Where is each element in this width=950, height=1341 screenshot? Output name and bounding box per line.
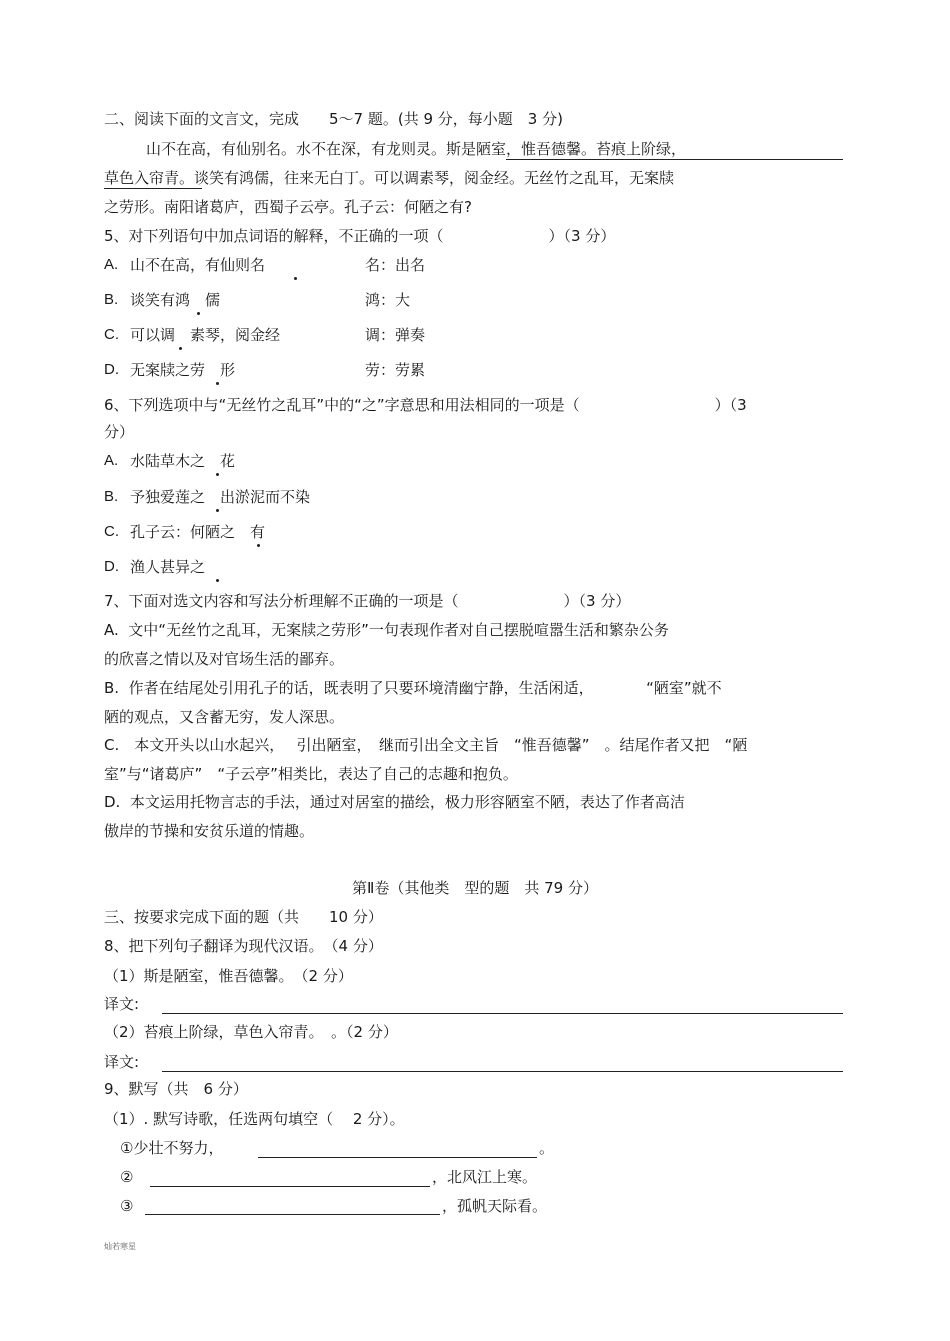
q8-sentence-1: （1）斯是陋室，惟吾德馨。 （2 分）	[104, 967, 353, 985]
fill-blank-1[interactable]	[258, 1157, 537, 1158]
q7-line-4: 陋的观点，又含蓄无穷，发人深思。	[104, 708, 345, 726]
q8-answer-label-2: 译文:	[104, 1053, 140, 1071]
q6-option-c-text: 孔子云：何陋之 有	[130, 523, 266, 541]
q5-option-d-explain: 劳：劳累	[365, 361, 426, 379]
emphasis-dot	[216, 579, 219, 582]
q9-item-3-suffix: ，孤帆天际看。	[442, 1197, 548, 1215]
q5-option-c-text: 可以调 素琴，阅金经	[130, 326, 281, 344]
emphasis-dot	[294, 277, 297, 280]
emphasis-dot	[257, 544, 260, 547]
answer-line-1[interactable]	[162, 1013, 843, 1014]
q8-sentence-2: （2）苔痕上阶绿，草色入帘青。 。（2 分）	[104, 1023, 398, 1041]
q7-line-8: 傲岸的节操和安贫乐道的情趣。	[104, 822, 315, 840]
q9-item-3-prefix: ③	[120, 1197, 134, 1215]
q9-stem: 9、默写（共 6 分）	[104, 1080, 248, 1098]
q6-option-b-text: 予独爱莲之 出淤泥而不染	[130, 488, 311, 506]
part2-title: 第Ⅱ卷（其他类 型的题 共 79 分）	[351, 879, 598, 897]
q6-option-d-label: D.	[104, 558, 119, 575]
q7-line-6: 室”与“诸葛庐” “子云亭”相类比，表达了自己的志趣和抱负。	[104, 765, 518, 783]
emphasis-dot	[216, 509, 219, 512]
q6-option-a-text: 水陆草木之 花	[130, 452, 236, 470]
q5-option-b-explain: 鸿：大	[365, 291, 411, 309]
q7-line-3: B. 作者在结尾处引用孔子的话，既表明了只要环境清幽宁静，生活闲适， “陋室”就不	[104, 679, 722, 697]
q9-item-2-prefix: ②	[120, 1168, 134, 1186]
q5-option-b-text: 谈笑有鸿 儒	[130, 291, 221, 309]
q7-line-1: A. 文中“无丝竹之乱耳，无案牍之劳形”一句表现作者对自己摆脱喧嚣生活和繁杂公务	[104, 621, 669, 639]
q5-option-a-text: 山不在高，有仙则名	[130, 256, 266, 274]
emphasis-dot	[179, 347, 182, 350]
q5-option-c-explain: 调：弹奏	[365, 326, 426, 344]
q9-sub1: （1）. 默写诗歌，任选两句填空（ 2 分）。	[104, 1110, 405, 1128]
passage-line-3: 之劳形。南阳诸葛庐，西蜀子云亭。孔子云：何陋之有?	[104, 198, 472, 216]
q5-stem: 5、对下列语句中加点词语的解释，不正确的一项（ ）（3 分）	[104, 227, 616, 245]
emphasis-dot	[197, 312, 200, 315]
q6-option-b-label: B.	[104, 488, 119, 505]
q5-option-d-text: 无案牍之劳 形	[130, 361, 236, 379]
section2-heading: 二、阅读下面的文言文，完成 5～7 题。(共 9 分，每小题 3 分)	[104, 110, 563, 128]
q8-answer-label-1: 译文:	[104, 995, 140, 1013]
q9-item-2-suffix: ，北风江上寒。	[432, 1168, 538, 1186]
passage-line-2: 草色入帘青。谈笑有鸿儒，往来无白丁。可以调素琴，阅金经。无丝竹之乱耳，无案牍	[104, 169, 675, 187]
answer-line-2[interactable]	[162, 1071, 843, 1072]
q5-option-a-label: A.	[104, 256, 119, 273]
section3-heading: 三、按要求完成下面的题（共 10 分）	[104, 908, 383, 926]
footer-text: 灿若寒星	[104, 1242, 136, 1251]
fill-blank-2[interactable]	[150, 1186, 430, 1187]
q5-option-b-label: B.	[104, 291, 119, 308]
q9-item-1-suffix: 。	[539, 1139, 555, 1157]
q6-option-d-text: 渔人甚异之	[130, 558, 206, 576]
passage-underline-1	[506, 159, 843, 160]
q7-line-2: 的欣喜之情以及对官场生活的鄙弃。	[104, 650, 345, 668]
emphasis-dot	[216, 473, 219, 476]
passage-underline-2	[104, 188, 202, 189]
q7-stem: 7、下面对选文内容和写法分析理解不正确的一项是（ ）（3 分）	[104, 592, 631, 610]
q8-stem: 8、把下列句子翻译为现代汉语。 （4 分）	[104, 937, 383, 955]
q6-option-c-label: C.	[104, 523, 119, 540]
q6-stem-continued: 分）	[104, 423, 135, 441]
q7-line-5: C. 本文开头以山水起兴， 引出陋室， 继而引出全文主旨 “惟吾德馨” 。结尾作者又把 “陋	[104, 736, 748, 754]
q9-item-1-prefix: ①少壮不努力，	[120, 1139, 224, 1157]
q7-line-7: D. 本文运用托物言志的手法，通过对居室的描绘，极力形容陋室不陋，表达了作者高洁	[104, 793, 685, 811]
emphasis-dot	[216, 382, 219, 385]
q5-option-d-label: D.	[104, 361, 119, 378]
q5-option-c-label: C.	[104, 326, 119, 343]
passage-line-1: 山不在高，有仙别名。水不在深，有龙则灵。斯是陋室，惟吾德馨。苔痕上阶绿，	[146, 140, 687, 158]
q6-option-a-label: A.	[104, 452, 119, 469]
q6-stem: 6、下列选项中与“无丝竹之乱耳”中的“之”字意思和用法相同的一项是（ ）（3	[104, 396, 747, 414]
q5-option-a-explain: 名：出名	[365, 256, 426, 274]
fill-blank-3[interactable]	[145, 1214, 440, 1215]
